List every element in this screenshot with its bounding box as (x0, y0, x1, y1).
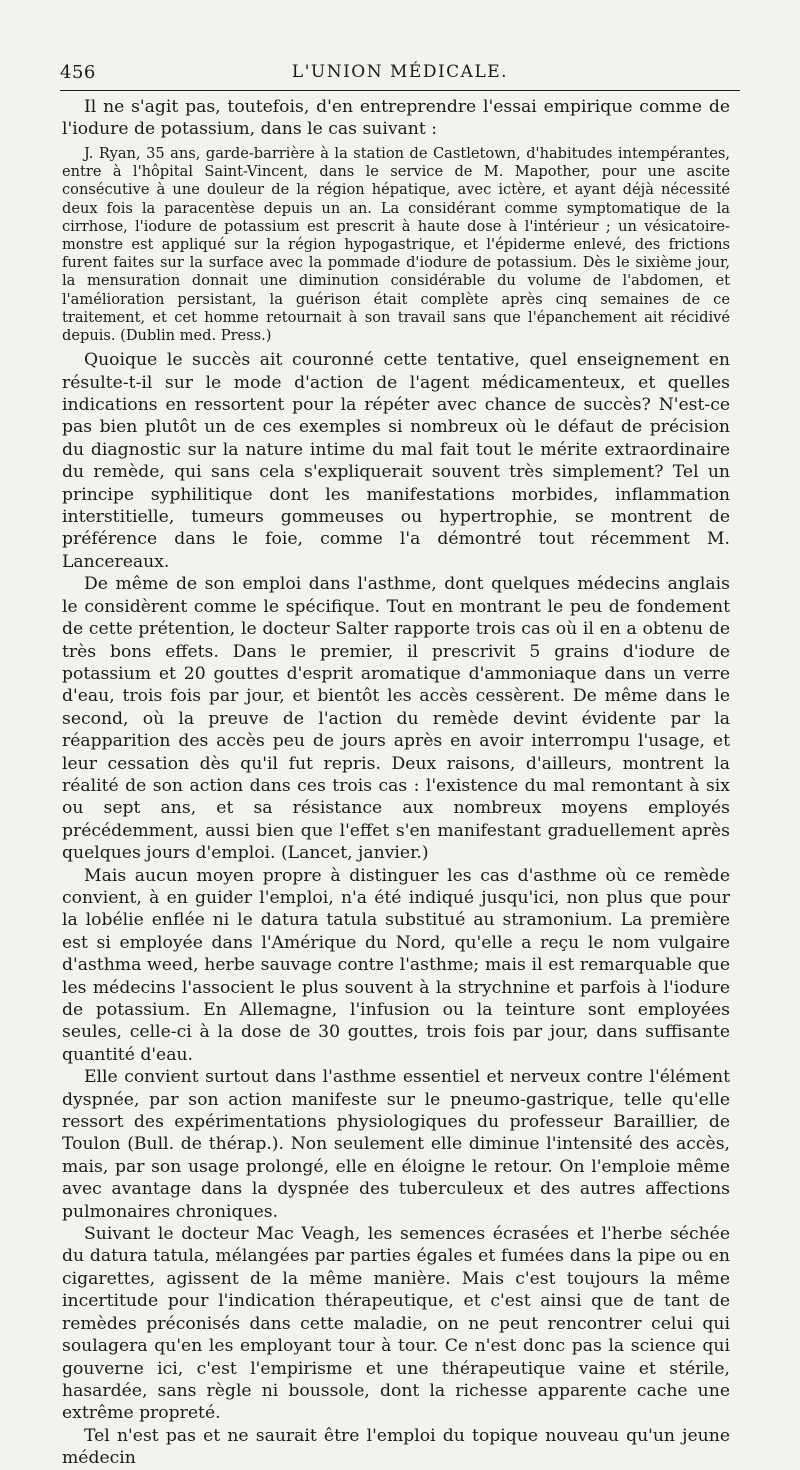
paragraph-4: Elle convient surtout dans l'asthme essentiel et nerveux contre l'élément dyspnée, par son action manifeste sur le pneumo-gastrique, telle qu'elle ressort des expérimentations physiologiques du professeur Baraillier, de Toulon (Bull. de thérap.). Non seulement elle diminue l'intensité des accès, mais, par son usage prolongé, elle en éloigne le retour. On l'emploie même avec avantage dans la dyspnée des tuberculeux et des autres affections pulmonaires chroniques. (62, 1067, 730, 1222)
article-body (62, 96, 730, 1470)
page-header (60, 62, 740, 86)
paragraph-5: Suivant le docteur Mac Veagh, les semences écrasées et l'herbe séchée du datura tatula, mélangées par parties égales et fumées dans la pipe ou en cigarettes, agissent de la même manière. Mais c'est toujours la même incertitude pour l'indication thérapeutique, et c'est ainsi que de tant de remèdes préconisés dans cette maladie, on ne peut rencontrer celui qui soulagera qu'en les employant tour à tour. Ce n'est donc pas la science qui gouverne ici, c'est l'empirisme et une thérapeutique vaine et stérile, hasardée, sans règle ni boussole, dont la richesse apparente cache une extrême propreté. (62, 1224, 730, 1424)
header-rule (60, 90, 740, 91)
paragraph-3: Mais aucun moyen propre à distinguer les cas d'asthme où ce remède convient, à en guider l'emploi, n'a été indiqué jusqu'ici, non plus que pour la lobélie enflée ni le datura tatula substitué au stramonium. La première est si employée dans l'Amérique du Nord, qu'elle a reçu le nom vulgaire d'asthma weed, herbe sauvage contre l'asthme; mais il est remarquable que les médecins l'associent le plus souvent à la strychnine et parfois à l'iodure de potassium. En Allemagne, l'infusion ou la teinture sont employées seules, celle-ci à la dose de 30 gouttes, trois fois par jour, dans suffisante quantité d'eau. (62, 865, 730, 1065)
paragraph-2: De même de son emploi dans l'asthme, dont quelques médecins anglais le considèrent comme le spécifique. Tout en montrant le peu de fondement de cette prétention, le docteur Salter rapporte trois cas où il en a obtenu de très bons effets. Dans le premier, il prescrivit 5 grains d'iodure de potassium et 20 gouttes d'esprit aromatique d'ammoniaque dans un verre d'eau, trois fois par jour, et bientôt les accès cessèrent. De même dans le second, où la preuve de l'action du remède devint évidente par la réapparition des accès peu de jours après en avoir interrompu l'usage, et leur cessation dès qu'il fut repris. Deux raisons, d'ailleurs, montrent la réalité de son action dans ces trois cas : l'existence du mal remontant à six ou sept ans, et sa résistance aux nombreux moyens employés précédemment, aussi bien que l'effet s'en manifestant graduellement après quelques jours d'emploi. (Lancet, janvier.) (62, 574, 730, 864)
paragraph-1: Quoique le succès ait couronné cette tentative, quel enseignement en résulte-t-il sur le mode d'action de l'agent médicamenteux, et quelles indications en ressortent pour la répéter avec chance de succès? N'est-ce pas bien plutôt un de ces exemples si nombreux où le défaut de précision du diagnostic sur la nature intime du mal fait tout le mérite extraordinaire du remède, qui sans cela s'expliquerait souvent très simplement? Tel un principe syphilitique dont les manifestations morbides, inflammation interstitielle, tumeurs gommeuses ou hypertrophie, se montrent de préférence dans le foie, comme l'a démontré tout récemment M. Lancereaux. (62, 350, 730, 572)
running-title: L'UNION MÉDICALE. (291, 62, 509, 82)
paragraph-6: Tel n'est pas et ne saurait être l'emploi du topique nouveau qu'un jeune médecin (62, 1425, 730, 1469)
paragraph-intro: Il ne s'agit pas, toutefois, d'en entreprendre l'essai empirique comme de l'iodure de potassium, dans le cas suivant : (62, 97, 730, 139)
page-number: 456 (60, 62, 96, 83)
case-report: J. Ryan, 35 ans, garde-barrière à la station de Castletown, d'habitudes intempérantes, entre à l'hôpital Saint-Vincent, dans le service de M. Mapother, pour une ascite consécutive à une douleur de la région hépatique, avec ictère, et ayant déjà nécessité deux fois la paracentèse depuis un an. La considérant comme symptomatique de la cirrhose, l'iodure de potassium est prescrit à haute dose à l'intérieur ; un vésicatoire-monstre est appliqué sur la région hypogastrique, et l'épiderme enlevé, des frictions furent faites sur la surface avec la pommade d'iodure de potassium. Dès le sixième jour, la mensuration donnait une diminution considérable du volume de l'abdomen, et l'amélioration persistant, la guérison était complète après cinq semaines de ce traitement, et cet homme retournait à son travail sans que l'épanchement ait récidivé depuis. (Dublin med. Press.) (62, 145, 730, 345)
